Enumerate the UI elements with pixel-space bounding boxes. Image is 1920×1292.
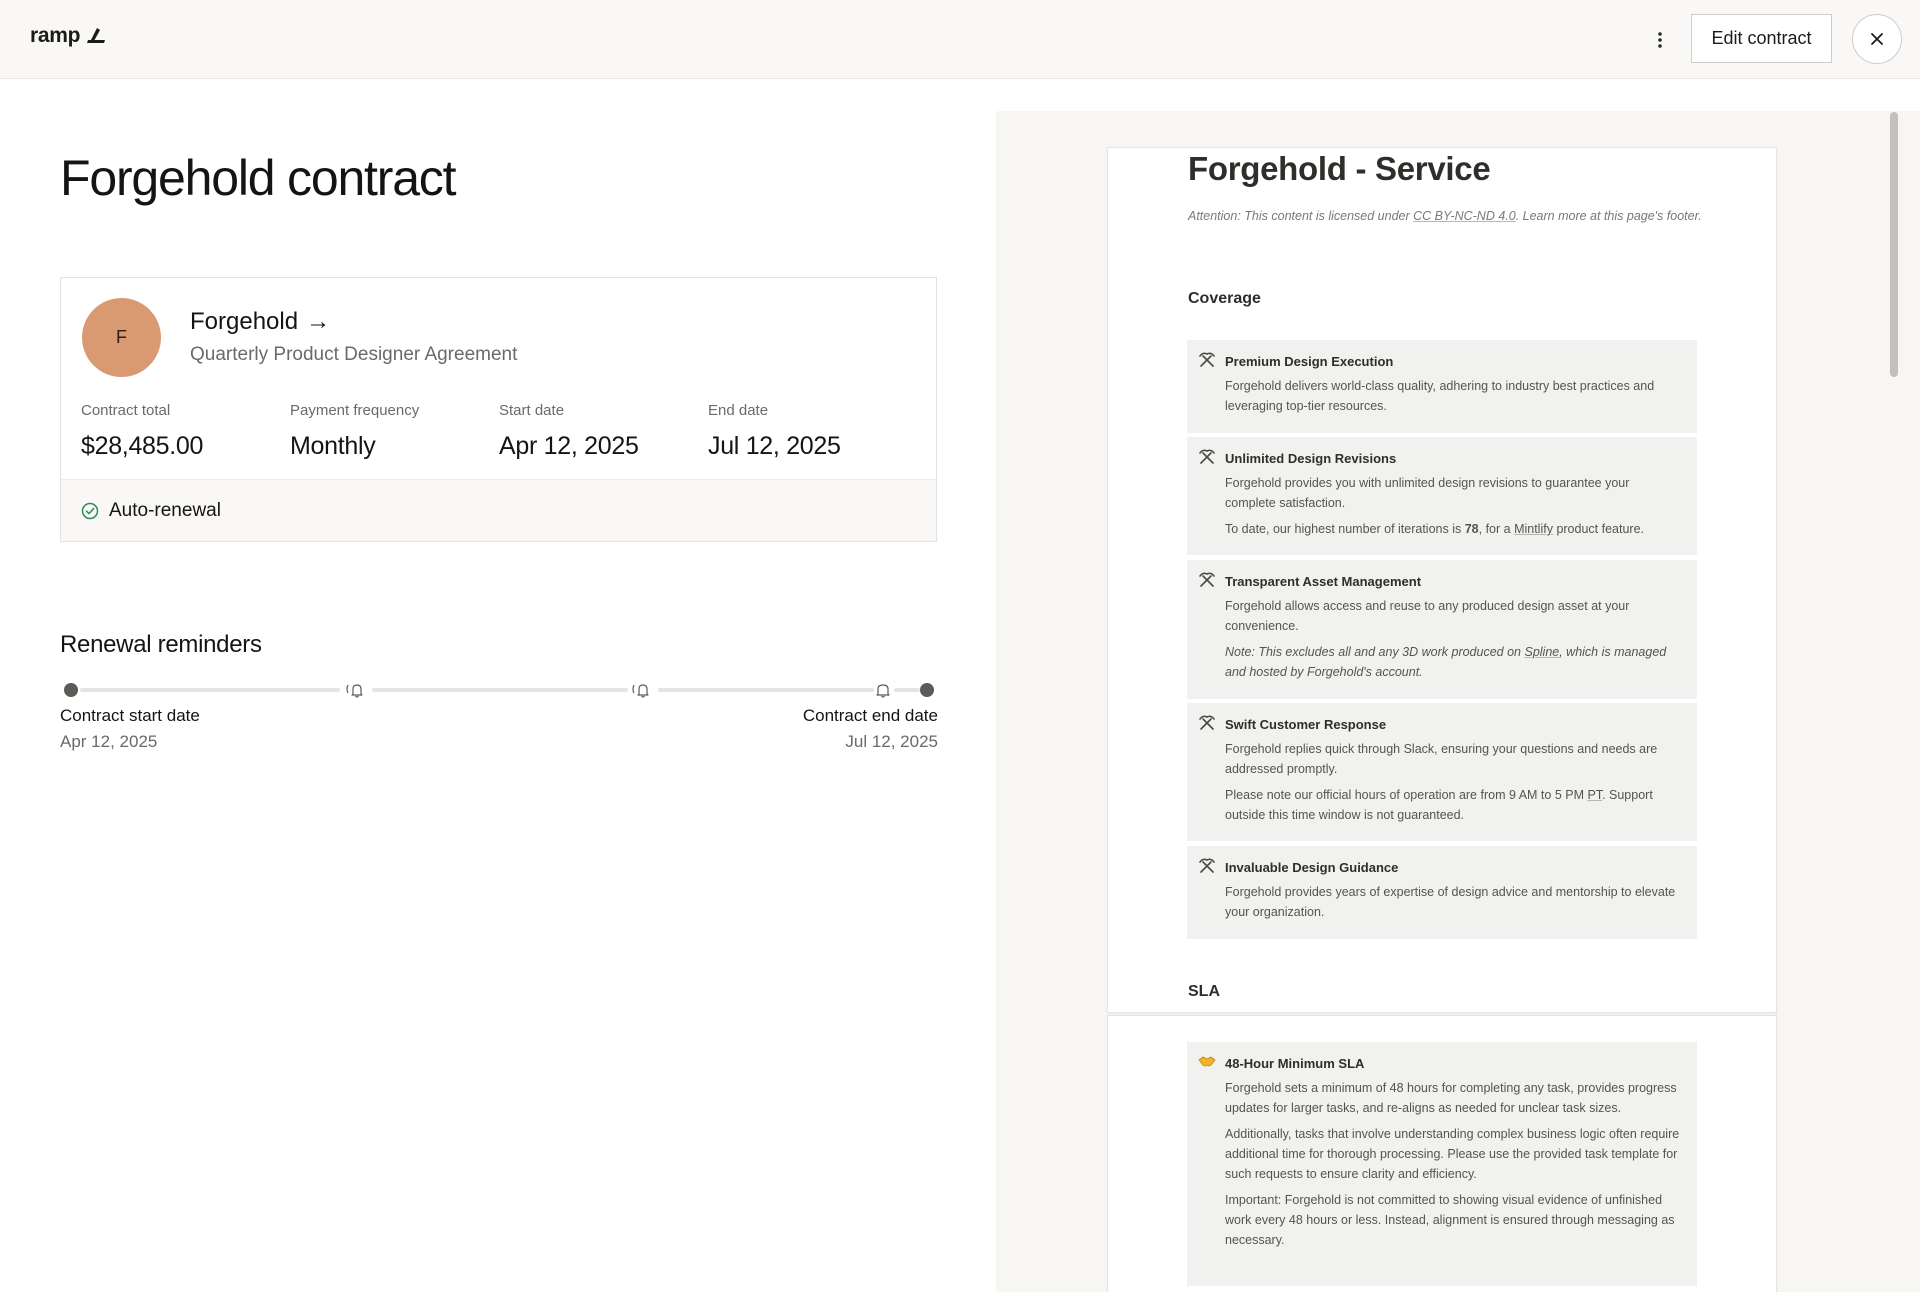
stat-label: End date [708,402,769,419]
check-circle-icon [81,502,99,520]
ramp-logo-icon [86,27,106,45]
coverage-title: Premium Design Execution [1225,354,1394,369]
stat-value: Apr 12, 2025 [499,432,639,460]
handshake-icon [1197,1052,1217,1072]
preview-scrollbar-thumb[interactable] [1890,112,1898,377]
renewal-timeline [60,680,940,700]
coverage-text: Forgehold allows access and reuse to any produced design asset at your convenience. [1225,599,1630,633]
mintlify-link[interactable]: Mintlify [1514,522,1553,536]
coverage-text-part: product feature. [1552,522,1644,536]
coverage-text-part: , which is managed and hosted by Forgehold's account. [1225,645,1667,679]
iterations-count: 78 [1464,522,1479,536]
timeline-start-label [60,706,200,752]
license-note-prefix: Attention: This content is licensed under [1188,209,1414,223]
hammer-pick-icon [1197,856,1217,876]
coverage-text-part: . Support outside this time window is not guaranteed. [1225,788,1653,822]
license-note [1188,206,1708,226]
timeline-track [894,688,920,692]
stat-value: $28,485.00 [81,432,204,460]
coverage-text: Forgehold provides years of expertise of design advice and mentorship to elevate your organization. [1225,885,1676,919]
stat-label: Contract total [81,402,171,419]
coverage-text: Forgehold delivers world-class quality, adhering to industry best practices and leveraging top-tier resources. [1225,379,1655,413]
sla-title: 48-Hour Minimum SLA [1225,1056,1365,1071]
timeline-track [658,688,874,692]
vendor-avatar [82,298,161,377]
coverage-heading: Coverage [1188,290,1261,307]
more-vertical-icon [1657,31,1663,49]
coverage-title: Swift Customer Response [1225,717,1387,732]
logo-text: ramp [30,24,81,47]
timeline-track [372,688,628,692]
ramp-logo[interactable] [30,22,106,50]
stat-label: Start date [499,402,565,419]
pt-link[interactable]: PT [1587,788,1603,802]
reminder-bell-icon[interactable] [870,680,896,700]
renewal-reminders-title: Renewal reminders [60,631,262,658]
timeline-track [80,688,340,692]
stat-payment-frequency [290,402,419,461]
stat-value: Jul 12, 2025 [708,432,841,460]
more-options-button[interactable] [1646,24,1674,56]
reminder-bell-icon[interactable] [629,680,655,700]
reminder-bell-icon[interactable] [343,680,369,700]
sla-text: Important: Forgehold is not committed to showing visual evidence of unfinished work every 48 hours or less. Instead, alignment is ensured through messaging as necessary. [1225,1193,1675,1247]
coverage-text [1225,642,1681,682]
vendor-link[interactable] [190,308,330,336]
coverage-text: Forgehold provides you with unlimited design revisions to guarantee your complete satisfaction. [1225,476,1630,510]
hammer-pick-icon [1197,447,1217,467]
stat-contract-total [81,402,203,461]
sla-heading: SLA [1188,983,1220,1000]
coverage-text-part: Note: This excludes all and any 3D work produced on [1225,645,1525,659]
coverage-text-part: Please note our official hours of operation are from 9 AM to 5 PM [1225,788,1588,802]
sla-text: Forgehold sets a minimum of 48 hours for completing any task, provides progress updates for larger tasks, and re-aligns as needed for unclear task sizes. [1225,1081,1677,1115]
vendor-subtitle: Quarterly Product Designer Agreement [190,344,518,365]
coverage-text-part: , for a [1478,522,1515,536]
coverage-item [1187,437,1697,555]
close-icon [1870,32,1884,46]
spline-link[interactable]: Spline [1524,645,1560,659]
coverage-text: Forgehold replies quick through Slack, ensuring your questions and needs are addressed promptly. [1225,742,1658,776]
coverage-title: Invaluable Design Guidance [1225,860,1399,875]
coverage-item [1187,340,1697,433]
coverage-item [1187,703,1697,841]
stat-start-date [499,402,639,461]
sla-text: Additionally, tasks that involve understanding complex business logic often require additional time for thorough processing. Please use the provided task template for such requests to ensure clarity and efficiency. [1225,1127,1680,1181]
close-button[interactable] [1852,14,1902,64]
hammer-pick-icon [1197,713,1217,733]
stat-label: Payment frequency [290,402,420,419]
coverage-title: Transparent Asset Management [1225,574,1422,589]
vendor-initial: F [116,327,127,347]
end-date: Jul 12, 2025 [845,732,938,751]
hammer-pick-icon [1197,350,1217,370]
start-label: Contract start date [60,706,200,725]
coverage-text [1225,519,1681,539]
license-note-suffix: . Learn more at this page's footer. [1515,209,1702,223]
coverage-text-part: To date, our highest number of iterations is [1225,522,1465,536]
vendor-name: Forgehold [190,308,299,335]
vendor-card [60,277,937,542]
coverage-text [1225,785,1681,825]
end-label: Contract end date [802,706,938,725]
hammer-pick-icon [1197,570,1217,590]
arrow-right-icon: → [306,308,331,335]
start-date: Apr 12, 2025 [60,732,158,751]
document-title: Forgehold - Service [1188,150,1491,187]
timeline-end-label [803,706,938,752]
stat-end-date [708,402,841,461]
auto-renewal-label: Auto-renewal [109,499,221,521]
license-link[interactable]: CC BY-NC-ND 4.0 [1413,209,1516,223]
stat-value: Monthly [290,432,376,460]
coverage-item [1187,846,1697,939]
timeline-start-dot [64,683,78,697]
coverage-title: Unlimited Design Revisions [1225,451,1397,466]
timeline-end-dot [920,683,934,697]
top-bar [0,0,1920,79]
page-title: Forgehold contract [60,150,456,206]
coverage-item [1187,560,1697,699]
sla-item [1187,1042,1697,1286]
auto-renewal-row [61,479,936,541]
edit-contract-button[interactable]: Edit contract [1691,14,1832,63]
